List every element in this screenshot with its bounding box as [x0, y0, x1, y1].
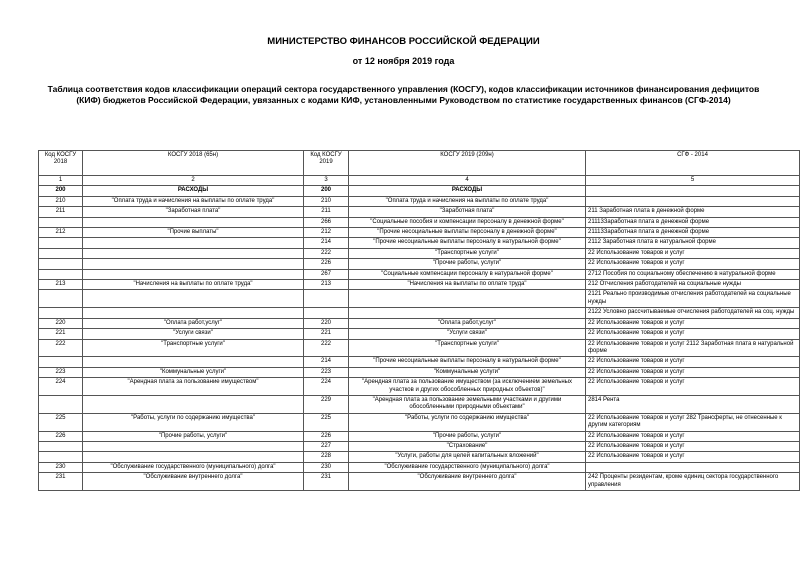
- table-cell: 242 Проценты резидентам, кроме единиц сектора государственного управления: [586, 473, 800, 491]
- table-cell: [39, 395, 83, 413]
- table-cell: "Арендная плата за пользование имуществом": [83, 378, 304, 396]
- table-cell: РАСХОДЫ: [83, 186, 304, 196]
- table-cell: [83, 238, 304, 248]
- table-cell: "Оплата труда и начисления на выплаты по оплате труда": [83, 196, 304, 206]
- table-cell: "Начисления на выплаты по оплате труда": [83, 280, 304, 290]
- table-cell: 230: [304, 462, 349, 472]
- table-cell: 2112 Заработная плата в натуральной форме: [586, 238, 800, 248]
- table-cell: "Работы, услуги по содержанию имущества": [349, 413, 586, 431]
- table-cell: "Обслуживание государственного (муниципального) долга": [349, 462, 586, 472]
- table-cell: 231: [39, 473, 83, 491]
- table-cell: 226: [39, 431, 83, 441]
- table-cell: 22 Использование товаров и услуг: [586, 259, 800, 269]
- column-number: 1: [39, 176, 83, 186]
- table-cell: 220: [39, 318, 83, 328]
- table-cell: "Начисления на выплаты по оплате труда": [349, 280, 586, 290]
- table-cell: 22 Использование товаров и услуг: [586, 441, 800, 451]
- table-cell: 267: [304, 269, 349, 279]
- table-cell: "Прочие работы, услуги": [349, 259, 586, 269]
- table-cell: [83, 441, 304, 451]
- table-cell: "Прочие несоциальные выплаты персоналу в натуральной форме": [349, 238, 586, 248]
- table-cell: 22 Использование товаров и услуг: [586, 431, 800, 441]
- table-cell: 22 Использование товаров и услуг: [586, 318, 800, 328]
- table-cell: 266: [304, 217, 349, 227]
- table-row: [39, 196, 800, 206]
- table-cell: [83, 290, 304, 308]
- table-cell: 22 Использование товаров и услуг: [586, 357, 800, 367]
- header-cell: СГФ - 2014: [586, 151, 800, 176]
- table-cell: 212: [304, 228, 349, 238]
- table-cell: [304, 308, 349, 318]
- table-row: [39, 462, 800, 472]
- table-cell: [39, 290, 83, 308]
- table-cell: "Обслуживание внутреннего долга": [83, 473, 304, 491]
- table-cell: 229: [304, 395, 349, 413]
- table-cell: [39, 259, 83, 269]
- table-cell: "Транспортные услуги": [83, 339, 304, 357]
- table-row: [39, 431, 800, 441]
- table-cell: [586, 196, 800, 206]
- table-cell: "Прочие несоциальные выплаты персоналу в денежной форме": [349, 228, 586, 238]
- header-cell: Код КОСГУ 2018: [39, 151, 83, 176]
- table-cell: [39, 248, 83, 258]
- column-number: 3: [304, 176, 349, 186]
- table-cell: "Работы, услуги по содержанию имущества": [83, 413, 304, 431]
- table-cell: [586, 186, 800, 196]
- table-cell: "Социальные пособия и компенсации персоналу в денежной форме": [349, 217, 586, 227]
- table-cell: 22 Использование товаров и услуг 2112 Заработная плата в натуральной форме: [586, 339, 800, 357]
- table-cell: [349, 290, 586, 308]
- column-number: 4: [349, 176, 586, 186]
- table-cell: "Прочие работы, услуги": [349, 431, 586, 441]
- table-cell: "Оплата работ,услуг": [349, 318, 586, 328]
- table-row: [39, 441, 800, 451]
- table-row: [39, 339, 800, 357]
- table-row: [39, 378, 800, 396]
- table-cell: [39, 452, 83, 462]
- table-cell: 21113Заработная плата в денежной форме: [586, 217, 800, 227]
- table-cell: 220: [304, 318, 349, 328]
- table-row: [39, 228, 800, 238]
- table-cell: [83, 269, 304, 279]
- table-cell: "Арендная плата за пользование имуществом (за исключением земельных участков и других обособленных природных объектов)": [349, 378, 586, 396]
- table-cell: "Транспортные услуги": [349, 339, 586, 357]
- document-title: Таблица соответствия кодов классификации операций сектора государственного управления (КОСГУ), кодов классификации источников финансирования дефицитов (КИФ) бюджетов Российской Федерации, увязанных с кодами КИФ, установленными Руководством по статистике государственных финансов (СГФ-2014): [47, 84, 760, 105]
- table-cell: 227: [304, 441, 349, 451]
- table-header-row: [39, 151, 800, 176]
- table-cell: "Коммунальные услуги": [83, 367, 304, 377]
- table-cell: [304, 290, 349, 308]
- table-cell: "Транспортные услуги": [349, 248, 586, 258]
- table-row: [39, 413, 800, 431]
- table-cell: 222: [304, 339, 349, 357]
- table-cell: 211: [304, 207, 349, 217]
- table-cell: 22 Использование товаров и услуг: [586, 329, 800, 339]
- table-cell: [39, 217, 83, 227]
- table-cell: [83, 395, 304, 413]
- table-cell: [83, 357, 304, 367]
- table-cell: 22 Использование товаров и услуг: [586, 452, 800, 462]
- table-cell: "Обслуживание внутреннего долга": [349, 473, 586, 491]
- table-row: [39, 186, 800, 196]
- table-cell: "Страхование": [349, 441, 586, 451]
- table-cell: 213: [304, 280, 349, 290]
- table-cell: [39, 238, 83, 248]
- table-cell: 230: [39, 462, 83, 472]
- table-cell: 212 Отчисления работодателей на социальные нужды: [586, 280, 800, 290]
- table-cell: 2712 Пособия по социальному обеспечению в натуральной форме: [586, 269, 800, 279]
- table-cell: "Оплата работ,услуг": [83, 318, 304, 328]
- table-cell: "Услуги связи": [349, 329, 586, 339]
- table-cell: 211: [39, 207, 83, 217]
- table-cell: 200: [39, 186, 83, 196]
- table-cell: 200: [304, 186, 349, 196]
- table-row: [39, 259, 800, 269]
- table-cell: [39, 308, 83, 318]
- table-cell: 22 Использование товаров и услуг: [586, 367, 800, 377]
- table-cell: 2121 Реально производимые отчисления работодателей на социальные нужды: [586, 290, 800, 308]
- table-cell: 224: [304, 378, 349, 396]
- table-cell: 2122 Условно рассчитываемые отчисления работодателей на соц. нужды: [586, 308, 800, 318]
- table-cell: 222: [304, 248, 349, 258]
- table-cell: "Услуги, работы для целей капитальных вложений": [349, 452, 586, 462]
- table-cell: 213: [39, 280, 83, 290]
- table-cell: 221: [39, 329, 83, 339]
- table-row: [39, 318, 800, 328]
- table-cell: [39, 357, 83, 367]
- table-cell: 226: [304, 259, 349, 269]
- table-row: [39, 308, 800, 318]
- table-cell: 212: [39, 228, 83, 238]
- table-cell: "Заработная плата": [83, 207, 304, 217]
- table-row: [39, 395, 800, 413]
- table-row: [39, 473, 800, 491]
- table-row: [39, 248, 800, 258]
- table-cell: 223: [39, 367, 83, 377]
- table-cell: "Прочие несоциальные выплаты персоналу в натуральной форме": [349, 357, 586, 367]
- table-cell: 210: [304, 196, 349, 206]
- table-cell: 225: [304, 413, 349, 431]
- table-cell: [83, 308, 304, 318]
- table-cell: 210: [39, 196, 83, 206]
- table-cell: "Арендная плата за пользование земельными участками и другими обособленными природными объектами": [349, 395, 586, 413]
- table-cell: "Обслуживание государственного (муниципального) долга": [83, 462, 304, 472]
- table-row: [39, 357, 800, 367]
- table-cell: 226: [304, 431, 349, 441]
- table-row: [39, 207, 800, 217]
- table-cell: [586, 462, 800, 472]
- correspondence-table: [38, 150, 800, 491]
- column-number: 5: [586, 176, 800, 186]
- table-cell: 214: [304, 357, 349, 367]
- table-cell: "Коммунальные услуги": [349, 367, 586, 377]
- table-cell: 21113Заработная плата в денежной форме: [586, 228, 800, 238]
- table-row: [39, 329, 800, 339]
- column-number-row: [39, 176, 800, 186]
- table-row: [39, 269, 800, 279]
- table-cell: 22 Использование товаров и услуг 282 Трансферты, не отнесенные к другим категориям: [586, 413, 800, 431]
- table-row: [39, 217, 800, 227]
- table-cell: РАСХОДЫ: [349, 186, 586, 196]
- table-cell: [83, 217, 304, 227]
- table-cell: [349, 308, 586, 318]
- table-cell: 2814 Рента: [586, 395, 800, 413]
- table-cell: 211 Заработная плата в денежной форме: [586, 207, 800, 217]
- table-cell: [83, 452, 304, 462]
- table-cell: 228: [304, 452, 349, 462]
- ministry-heading: МИНИСТЕРСТВО ФИНАНСОВ РОССИЙСКОЙ ФЕДЕРАЦИИ: [267, 36, 540, 47]
- table-cell: [83, 248, 304, 258]
- table-cell: [39, 269, 83, 279]
- table-cell: [83, 259, 304, 269]
- table-row: [39, 280, 800, 290]
- table-cell: "Социальные компенсации персоналу в натуральной форме": [349, 269, 586, 279]
- table-row: [39, 452, 800, 462]
- table-row: [39, 367, 800, 377]
- column-number: 2: [83, 176, 304, 186]
- table-cell: 225: [39, 413, 83, 431]
- table-cell: 22 Использование товаров и услуг: [586, 378, 800, 396]
- table-cell: 22 Использование товаров и услуг: [586, 248, 800, 258]
- table-cell: [39, 441, 83, 451]
- document-date: от 12 ноября 2019 года: [352, 56, 455, 66]
- table-cell: 231: [304, 473, 349, 491]
- table-cell: 224: [39, 378, 83, 396]
- table-cell: "Прочие работы, услуги": [83, 431, 304, 441]
- table-cell: "Прочие выплаты": [83, 228, 304, 238]
- table-cell: "Оплата труда и начисления на выплаты по оплате труда": [349, 196, 586, 206]
- table-cell: 222: [39, 339, 83, 357]
- table-cell: 223: [304, 367, 349, 377]
- table-row: [39, 238, 800, 248]
- table-cell: 214: [304, 238, 349, 248]
- table-cell: 221: [304, 329, 349, 339]
- header-cell: КОСГУ 2018 (65н): [83, 151, 304, 176]
- table-cell: "Услуги связи": [83, 329, 304, 339]
- header-cell: КОСГУ 2019 (209н): [349, 151, 586, 176]
- table-row: [39, 290, 800, 308]
- header-cell: Код КОСГУ 2019: [304, 151, 349, 176]
- table-cell: "Заработная плата": [349, 207, 586, 217]
